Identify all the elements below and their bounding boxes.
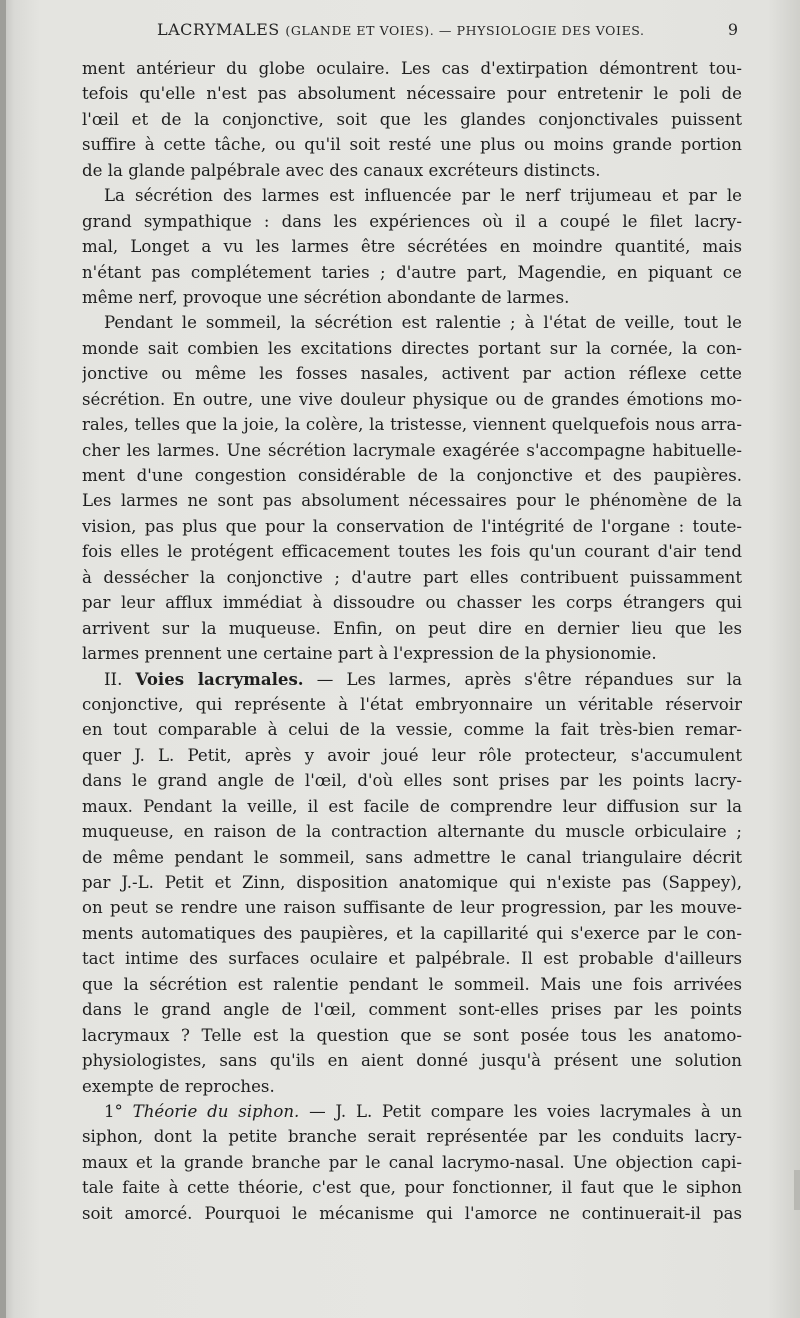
subsection-number: 1° — [104, 1101, 123, 1121]
text-line: arrivent sur la muqueuse. Enfin, on peut dire en dernier lieu que les — [82, 618, 742, 638]
text-line: tact intime des surfaces oculaire et palpébrale. Il est probable d'ailleurs — [82, 949, 742, 969]
subsection-text: — J. L. Petit compare les voies lacrymales à un — [309, 1101, 742, 1121]
running-header — [82, 20, 742, 46]
text-line: lacrymaux ? Telle est la question que se sont posée tous les anatomo- — [82, 1025, 742, 1045]
text-line: fois elles le protégent efficacement toutes les fois qu'un courant d'air tend — [82, 542, 742, 562]
section-dash: — — [316, 669, 334, 689]
text-line: par leur afflux immédiat à dissoudre ou chasser les corps étrangers qui — [82, 593, 742, 613]
running-title-sub: (GLANDE ET VOIES). — PHYSIOLOGIE DES VOIES. — [285, 23, 645, 38]
text-line: tefois qu'elle n'est pas absolument nécessaire pour entretenir le poli de — [82, 84, 742, 104]
text-line: même nerf, provoque une sécrétion abondante de larmes. — [82, 287, 570, 307]
text-line: dans le grand angle de l'œil, d'où elles sont prises par les points lacry- — [82, 771, 742, 791]
text-line: mal, Longet a vu les larmes être sécrétées en moindre quantité, mais — [82, 237, 742, 257]
text-line: on peut se rendre une raison suffisante de leur progression, par les mouve- — [82, 898, 742, 918]
subsection-heading-line — [82, 1099, 742, 1124]
text-line: rales, telles que la joie, la colère, la tristesse, viennent quelquefois nous arra- — [82, 415, 742, 435]
text-line: grand sympathique : dans les expériences où il a coupé le filet lacry- — [82, 211, 742, 231]
text-line: à dessécher la conjonctive ; d'autre part elles contribuent puissamment — [82, 567, 742, 587]
text-line: muqueuse, en raison de la contraction alternante du muscle orbiculaire ; — [82, 822, 742, 842]
text-line: siphon, dont la petite branche serait représentée par les conduits lacry- — [82, 1127, 742, 1147]
text-line: cher les larmes. Une sécrétion lacrymale exagérée s'accompagne habituelle- — [82, 440, 742, 460]
text-line: Les larmes ne sont pas absolument nécessaires pour le phénomène de la — [82, 491, 742, 511]
section-heading-line — [82, 667, 742, 692]
section-number: II. — [104, 669, 123, 689]
text-line: tale faite à cette théorie, c'est que, pour fonctionner, il faut que le siphon — [82, 1178, 742, 1198]
text-line: ment d'une congestion considérable de la conjonctive et des paupières. — [82, 466, 742, 485]
paragraph-start-line: Pendant le sommeil, la sécrétion est ralentie ; à l'état de veille, tout le — [104, 313, 742, 333]
text-line: en tout comparable à celui de la vessie, comme la fait très-bien remar- — [82, 720, 742, 740]
text-line: jonctive ou même les fosses nasales, activent par action réflexe cette — [82, 364, 742, 384]
text-line: quer J. L. Petit, après y avoir joué leur rôle protecteur, s'accumulent — [82, 745, 742, 765]
running-title-main: LACRYMALES — [157, 20, 280, 39]
text-line: vision, pas plus que pour la conservation de l'intégrité de l'organe : toute- — [82, 516, 742, 536]
text-line: conjonctive, qui représente à l'état embryonnaire un véritable réservoir — [82, 694, 742, 714]
running-title — [157, 20, 645, 39]
text-line: soit amorcé. Pourquoi le mécanisme qui l'amorce ne continuerait-il pas — [82, 1203, 742, 1223]
text-line: maux. Pendant la veille, il est facile de comprendre leur diffusion sur la — [82, 796, 742, 816]
text-line: monde sait combien les excitations directes portant sur la cornée, la con- — [82, 338, 742, 358]
text-line: de même pendant le sommeil, sans admettre le canal triangulaire décrit — [82, 847, 742, 867]
text-line: dans le grand angle de l'œil, comment sont-elles prises par les points — [82, 1000, 742, 1020]
text-line: l'œil et de la conjonctive, soit que les glandes conjonctivales puissent — [82, 109, 742, 129]
page-number: 9 — [727, 20, 738, 39]
text-line: de la glande palpébrale avec des canaux excréteurs distincts. — [82, 160, 601, 180]
section-title: Voies lacrymales. — [135, 668, 304, 689]
body-text — [82, 56, 742, 1226]
text-line: physiologistes, sans qu'ils en aient donné jusqu'à présent une solution — [82, 1051, 742, 1071]
text-line: exempte de reproches. — [82, 1076, 275, 1096]
text-line: ment antérieur du globe oculaire. Les cas d'extirpation démontrent tou- — [82, 59, 742, 78]
section-text: Les larmes, après s'être répandues sur la — [346, 669, 742, 689]
text-line: par J.-L. Petit et Zinn, disposition anatomique qui n'existe pas (Sappey), — [82, 873, 742, 892]
text-line: larmes prennent une certaine part à l'expression de la physionomie. — [82, 644, 657, 664]
paragraph-start-line: La sécrétion des larmes est influencée par le nerf trijumeau et par le — [104, 186, 742, 206]
subsection-title: Théorie du siphon. — [132, 1101, 300, 1121]
text-line: que la sécrétion est ralentie pendant le sommeil. Mais une fois arrivées — [82, 974, 742, 994]
text-line: ments automatiques des paupières, et la capillarité qui s'exerce par le con- — [82, 923, 742, 943]
text-line: n'étant pas complétement taries ; d'autre part, Magendie, en piquant ce — [82, 262, 742, 282]
text-line: sécrétion. En outre, une vive douleur physique ou de grandes émotions mo- — [82, 389, 742, 409]
text-line: maux et la grande branche par le canal lacrymo-nasal. Une objection capi- — [82, 1152, 742, 1172]
text-line: suffire à cette tâche, ou qu'il soit resté une plus ou moins grande portion — [82, 135, 742, 155]
